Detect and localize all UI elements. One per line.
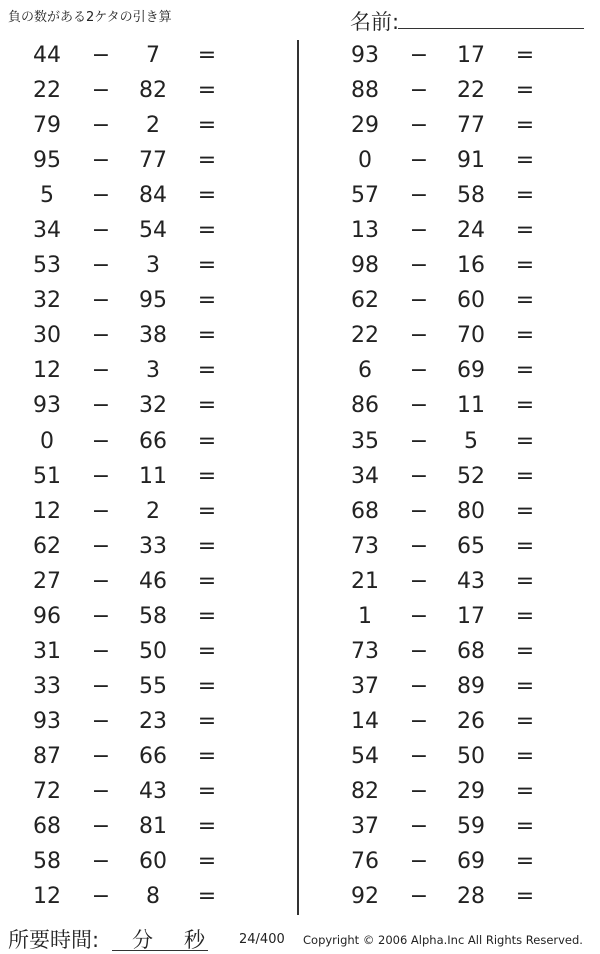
problem-row	[318, 459, 598, 494]
minuend: 68	[351, 498, 379, 524]
equals-sign: =	[515, 183, 535, 209]
problem-row	[0, 213, 280, 248]
equals-sign: =	[515, 603, 535, 629]
equals-sign: =	[515, 568, 535, 594]
minuend: 21	[351, 568, 379, 594]
subtrahend: 59	[457, 814, 485, 840]
subtrahend: 24	[457, 218, 485, 244]
subtrahend: 26	[457, 708, 485, 734]
minus-sign: −	[409, 358, 429, 384]
problem-row	[0, 739, 280, 774]
equals-sign: =	[515, 638, 535, 664]
name-underline	[398, 28, 584, 29]
minuend: 33	[33, 673, 61, 699]
problem-row	[0, 879, 280, 914]
problem-row	[318, 388, 598, 423]
problem-row	[0, 248, 280, 283]
minuend: 86	[351, 393, 379, 419]
problem-row	[0, 178, 280, 213]
problem-row	[0, 564, 280, 599]
subtrahend: 8	[146, 884, 160, 910]
problem-row	[318, 213, 598, 248]
minus-sign: −	[91, 884, 111, 910]
subtrahend: 28	[457, 884, 485, 910]
problem-row	[318, 564, 598, 599]
problem-row	[0, 353, 280, 388]
minus-sign: −	[409, 849, 429, 875]
subtrahend: 11	[139, 463, 167, 489]
minus-sign: −	[409, 463, 429, 489]
minuend: 98	[351, 253, 379, 279]
equals-sign: =	[515, 218, 535, 244]
minuend: 34	[33, 218, 61, 244]
minuend: 22	[351, 323, 379, 349]
minus-sign: −	[409, 218, 429, 244]
subtrahend: 38	[139, 323, 167, 349]
minuend: 68	[33, 814, 61, 840]
subtrahend: 69	[457, 849, 485, 875]
minus-sign: −	[409, 43, 429, 68]
equals-sign: =	[515, 743, 535, 769]
problem-row	[318, 283, 598, 318]
minus-sign: −	[409, 78, 429, 104]
equals-sign: =	[197, 78, 217, 104]
equals-sign: =	[197, 218, 217, 244]
minuend: 37	[351, 673, 379, 699]
subtrahend: 81	[139, 814, 167, 840]
problem-row	[318, 318, 598, 353]
equals-sign: =	[515, 148, 535, 174]
problem-row	[318, 739, 598, 774]
equals-sign: =	[515, 43, 535, 68]
minus-sign: −	[91, 148, 111, 174]
problem-row	[318, 844, 598, 879]
minuend: 6	[358, 358, 372, 384]
problem-row	[0, 318, 280, 353]
equals-sign: =	[515, 884, 535, 910]
minuend: 27	[33, 568, 61, 594]
minus-sign: −	[91, 498, 111, 524]
subtrahend: 58	[139, 603, 167, 629]
minus-sign: −	[409, 183, 429, 209]
equals-sign: =	[197, 323, 217, 349]
subtrahend: 33	[139, 533, 167, 559]
minuend: 22	[33, 78, 61, 104]
problem-row	[318, 529, 598, 564]
problem-row	[318, 38, 598, 73]
minuend: 12	[33, 498, 61, 524]
minuend: 96	[33, 603, 61, 629]
problem-row	[318, 108, 598, 143]
subtrahend: 22	[457, 78, 485, 104]
equals-sign: =	[197, 743, 217, 769]
equals-sign: =	[515, 533, 535, 559]
equals-sign: =	[515, 288, 535, 314]
minuend: 12	[33, 884, 61, 910]
copyright-notice: Copyright © 2006 Alpha.Inc All Rights Reserved.	[303, 933, 583, 947]
minus-sign: −	[91, 603, 111, 629]
name-field	[350, 4, 590, 32]
problem-row	[318, 143, 598, 178]
minus-sign: −	[91, 638, 111, 664]
equals-sign: =	[197, 708, 217, 734]
minuend: 62	[351, 288, 379, 314]
minus-sign: −	[91, 533, 111, 559]
subtrahend: 91	[457, 148, 485, 174]
seconds-unit: 秒	[184, 928, 205, 952]
minus-sign: −	[91, 428, 111, 454]
minuend: 62	[33, 533, 61, 559]
problem-row	[318, 424, 598, 459]
subtrahend: 69	[457, 358, 485, 384]
minus-sign: −	[91, 183, 111, 209]
equals-sign: =	[515, 463, 535, 489]
equals-sign: =	[515, 673, 535, 699]
subtrahend: 16	[457, 253, 485, 279]
subtrahend: 23	[139, 708, 167, 734]
minuend: 54	[351, 743, 379, 769]
subtrahend: 17	[457, 43, 485, 68]
subtrahend: 46	[139, 568, 167, 594]
equals-sign: =	[515, 708, 535, 734]
minus-sign: −	[91, 673, 111, 699]
minus-sign: −	[91, 778, 111, 804]
equals-sign: =	[197, 43, 217, 68]
subtrahend: 5	[464, 428, 478, 454]
minus-sign: −	[91, 43, 111, 68]
problem-row	[0, 844, 280, 879]
minus-sign: −	[91, 463, 111, 489]
minuend: 29	[351, 113, 379, 139]
subtrahend: 2	[146, 113, 160, 139]
minuend: 1	[358, 603, 372, 629]
subtrahend: 50	[139, 638, 167, 664]
subtrahend: 43	[139, 778, 167, 804]
minuend: 92	[351, 884, 379, 910]
worksheet-title: 負の数がある2ケタの引き算	[8, 10, 172, 25]
equals-sign: =	[197, 638, 217, 664]
problem-row	[0, 283, 280, 318]
problem-row	[0, 424, 280, 459]
minus-sign: −	[409, 743, 429, 769]
equals-sign: =	[197, 849, 217, 875]
subtrahend: 55	[139, 673, 167, 699]
minus-sign: −	[91, 288, 111, 314]
minus-sign: −	[409, 288, 429, 314]
problem-row	[318, 178, 598, 213]
minus-sign: −	[91, 393, 111, 419]
minuend: 73	[351, 533, 379, 559]
minuend: 35	[351, 428, 379, 454]
equals-sign: =	[197, 884, 217, 910]
minus-sign: −	[91, 743, 111, 769]
subtrahend: 66	[139, 743, 167, 769]
problem-row	[0, 459, 280, 494]
minus-sign: −	[409, 884, 429, 910]
subtrahend: 2	[146, 498, 160, 524]
subtrahend: 60	[457, 288, 485, 314]
minuend: 95	[33, 148, 61, 174]
problem-row	[0, 73, 280, 108]
equals-sign: =	[197, 673, 217, 699]
page-number: 24/400	[239, 932, 285, 947]
equals-sign: =	[197, 463, 217, 489]
problem-row	[318, 879, 598, 914]
minus-sign: −	[409, 603, 429, 629]
minus-sign: −	[91, 78, 111, 104]
minus-sign: −	[91, 814, 111, 840]
minus-sign: −	[409, 568, 429, 594]
equals-sign: =	[515, 358, 535, 384]
minuend: 44	[33, 43, 61, 68]
minuend: 58	[33, 849, 61, 875]
minuend: 53	[33, 253, 61, 279]
minus-sign: −	[409, 253, 429, 279]
equals-sign: =	[197, 778, 217, 804]
equals-sign: =	[515, 323, 535, 349]
minuend: 12	[33, 358, 61, 384]
equals-sign: =	[197, 428, 217, 454]
minuend: 88	[351, 78, 379, 104]
minuend: 0	[358, 148, 372, 174]
problem-row	[0, 494, 280, 529]
problem-row	[318, 774, 598, 809]
minus-sign: −	[409, 113, 429, 139]
problem-row	[0, 108, 280, 143]
problem-row	[318, 494, 598, 529]
minus-sign: −	[91, 358, 111, 384]
minus-sign: −	[91, 218, 111, 244]
minus-sign: −	[91, 113, 111, 139]
minuend: 73	[351, 638, 379, 664]
subtrahend: 17	[457, 603, 485, 629]
minuend: 57	[351, 183, 379, 209]
equals-sign: =	[515, 849, 535, 875]
problem-row	[318, 809, 598, 844]
subtrahend: 3	[146, 253, 160, 279]
left-problem-column	[0, 38, 280, 914]
minus-sign: −	[409, 533, 429, 559]
problem-row	[318, 599, 598, 634]
subtrahend: 70	[457, 323, 485, 349]
minus-sign: −	[91, 253, 111, 279]
subtrahend: 82	[139, 78, 167, 104]
problem-row	[0, 704, 280, 739]
minus-sign: −	[91, 708, 111, 734]
minuend: 93	[33, 708, 61, 734]
subtrahend: 68	[457, 638, 485, 664]
equals-sign: =	[197, 148, 217, 174]
subtrahend: 58	[457, 183, 485, 209]
minuend: 0	[40, 428, 54, 454]
minuend: 13	[351, 218, 379, 244]
equals-sign: =	[197, 183, 217, 209]
minus-sign: −	[409, 148, 429, 174]
minus-sign: −	[409, 428, 429, 454]
equals-sign: =	[197, 113, 217, 139]
minus-sign: −	[409, 393, 429, 419]
subtrahend: 52	[457, 463, 485, 489]
minus-sign: −	[409, 323, 429, 349]
minuend: 76	[351, 849, 379, 875]
minuend: 37	[351, 814, 379, 840]
time-required-label: 所要時間:	[8, 928, 100, 952]
equals-sign: =	[197, 814, 217, 840]
minuend: 79	[33, 113, 61, 139]
equals-sign: =	[197, 603, 217, 629]
equals-sign: =	[515, 778, 535, 804]
problem-row	[318, 73, 598, 108]
subtrahend: 95	[139, 288, 167, 314]
right-problem-column	[318, 38, 598, 914]
equals-sign: =	[515, 78, 535, 104]
equals-sign: =	[197, 533, 217, 559]
problem-row	[318, 669, 598, 704]
minutes-unit: 分	[132, 928, 153, 952]
minuend: 51	[33, 463, 61, 489]
equals-sign: =	[197, 498, 217, 524]
subtrahend: 54	[139, 218, 167, 244]
equals-sign: =	[197, 568, 217, 594]
problem-row	[318, 634, 598, 669]
subtrahend: 43	[457, 568, 485, 594]
equals-sign: =	[515, 393, 535, 419]
minuend: 87	[33, 743, 61, 769]
equals-sign: =	[197, 358, 217, 384]
problem-row	[0, 669, 280, 704]
subtrahend: 32	[139, 393, 167, 419]
minuend: 93	[351, 43, 379, 68]
name-label: 名前:	[350, 10, 400, 34]
minuend: 32	[33, 288, 61, 314]
problem-row	[318, 248, 598, 283]
subtrahend: 77	[457, 113, 485, 139]
subtrahend: 84	[139, 183, 167, 209]
problem-row	[318, 353, 598, 388]
problem-row	[0, 143, 280, 178]
subtrahend: 29	[457, 778, 485, 804]
subtrahend: 50	[457, 743, 485, 769]
equals-sign: =	[515, 428, 535, 454]
equals-sign: =	[515, 498, 535, 524]
subtrahend: 60	[139, 849, 167, 875]
subtrahend: 66	[139, 428, 167, 454]
minuend: 93	[33, 393, 61, 419]
time-required-field	[8, 924, 208, 952]
problem-row	[318, 704, 598, 739]
subtrahend: 80	[457, 498, 485, 524]
equals-sign: =	[515, 253, 535, 279]
problem-row	[0, 388, 280, 423]
subtrahend: 65	[457, 533, 485, 559]
minus-sign: −	[409, 638, 429, 664]
problem-row	[0, 599, 280, 634]
problem-row	[0, 529, 280, 564]
minuend: 31	[33, 638, 61, 664]
subtrahend: 11	[457, 393, 485, 419]
minuend: 5	[40, 183, 54, 209]
equals-sign: =	[197, 288, 217, 314]
equals-sign: =	[515, 113, 535, 139]
subtrahend: 7	[146, 43, 160, 68]
subtrahend: 3	[146, 358, 160, 384]
problem-row	[0, 774, 280, 809]
subtrahend: 89	[457, 673, 485, 699]
minus-sign: −	[409, 673, 429, 699]
minus-sign: −	[91, 568, 111, 594]
minus-sign: −	[409, 498, 429, 524]
minuend: 72	[33, 778, 61, 804]
problem-row	[0, 809, 280, 844]
minuend: 34	[351, 463, 379, 489]
minus-sign: −	[409, 778, 429, 804]
minus-sign: −	[409, 708, 429, 734]
equals-sign: =	[197, 393, 217, 419]
minus-sign: −	[91, 323, 111, 349]
equals-sign: =	[197, 253, 217, 279]
subtrahend: 77	[139, 148, 167, 174]
minus-sign: −	[409, 814, 429, 840]
minuend: 14	[351, 708, 379, 734]
column-divider	[297, 40, 299, 915]
problem-row	[0, 634, 280, 669]
minus-sign: −	[91, 849, 111, 875]
problem-row	[0, 38, 280, 73]
minuend: 82	[351, 778, 379, 804]
minuend: 30	[33, 323, 61, 349]
equals-sign: =	[515, 814, 535, 840]
